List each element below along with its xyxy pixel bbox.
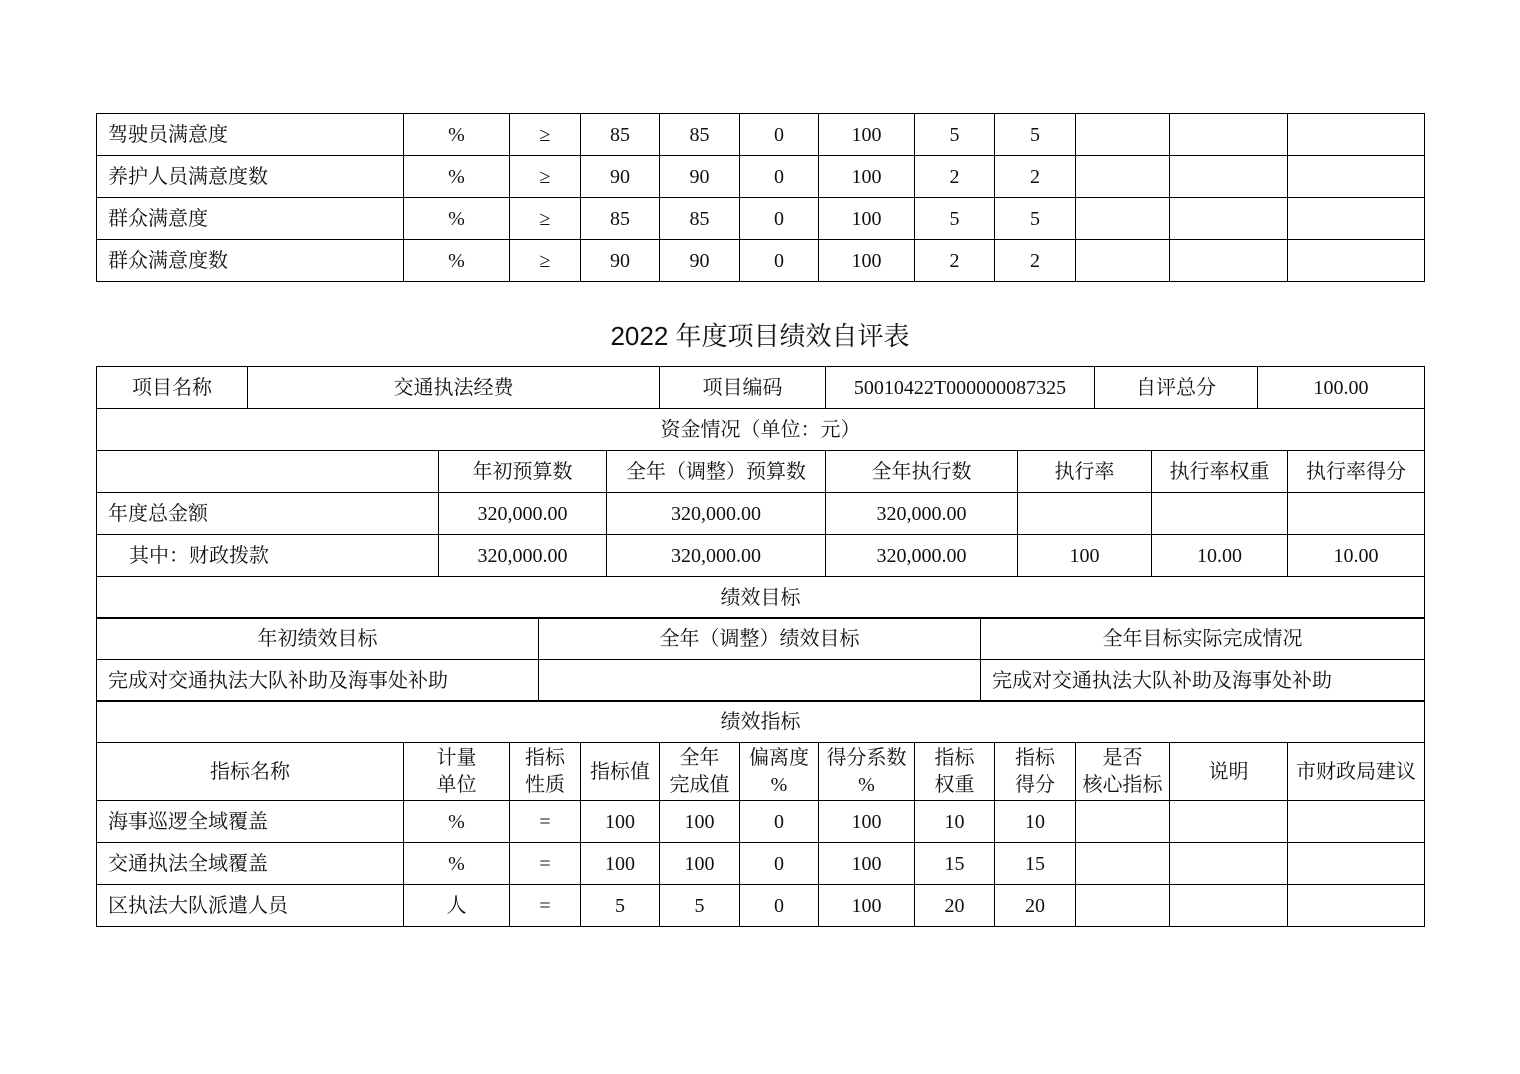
unit: % [404, 114, 510, 156]
score-coefficient: 100 [819, 843, 915, 885]
rate-weight: 10.00 [1152, 535, 1288, 577]
score-coefficient: 100 [819, 801, 915, 843]
goal-header-actual: 全年目标实际完成情况 [981, 618, 1425, 660]
target-value: 100 [581, 843, 660, 885]
target-value: 85 [581, 198, 660, 240]
project-code-label: 项目编码 [660, 367, 826, 409]
project-name-label: 项目名称 [97, 367, 248, 409]
nature: ≥ [510, 240, 581, 282]
indicators-header-row [97, 743, 1425, 801]
funds-header-rate-score: 执行率得分 [1288, 451, 1425, 493]
unit: % [404, 240, 510, 282]
suggestion [1288, 885, 1425, 927]
funds-row-label: 其中：财政拨款 [97, 535, 439, 577]
exec-rate: 100 [1018, 535, 1152, 577]
score-coefficient: 100 [819, 198, 915, 240]
header-core-flag: 是否 核心指标 [1076, 743, 1170, 801]
funds-header-rate-weight: 执行率权重 [1152, 451, 1288, 493]
weight: 15 [915, 843, 995, 885]
score-coefficient: 100 [819, 156, 915, 198]
indicator-name: 群众满意度 [97, 198, 404, 240]
target-value: 5 [581, 885, 660, 927]
unit: % [404, 198, 510, 240]
weight: 5 [915, 198, 995, 240]
actual-value: 5 [660, 885, 740, 927]
adjusted-budget: 320,000.00 [607, 535, 826, 577]
funds-header-initial-budget: 年初预算数 [439, 451, 607, 493]
note [1170, 801, 1288, 843]
table-row [97, 801, 1425, 843]
deviation: 0 [740, 843, 819, 885]
indicator-name: 群众满意度数 [97, 240, 404, 282]
funds-header-adjusted-budget: 全年（调整）预算数 [607, 451, 826, 493]
header-nature: 指标 性质 [510, 743, 581, 801]
indicator-name: 区执法大队派遣人员 [97, 885, 404, 927]
indicator-continuation-table [96, 113, 1425, 282]
self-score: 100.00 [1258, 367, 1425, 409]
weight: 2 [915, 240, 995, 282]
goal-header-initial: 年初绩效目标 [97, 618, 539, 660]
table-row [97, 843, 1425, 885]
score: 15 [995, 843, 1076, 885]
deviation: 0 [740, 198, 819, 240]
goal-header-adjusted: 全年（调整）绩效目标 [539, 618, 981, 660]
nature: ≥ [510, 114, 581, 156]
core-flag [1076, 114, 1170, 156]
funds-section-title: 资金情况（单位：元） [97, 409, 1425, 451]
goal-actual: 完成对交通执法大队补助及海事处补助 [981, 660, 1425, 702]
header-target-value: 指标值 [581, 743, 660, 801]
note [1170, 843, 1288, 885]
deviation: 0 [740, 114, 819, 156]
funds-row-total [97, 493, 1425, 535]
nature: = [510, 843, 581, 885]
deviation: 0 [740, 240, 819, 282]
funds-row-label: 年度总金额 [97, 493, 439, 535]
score-coefficient: 100 [819, 240, 915, 282]
deviation: 0 [740, 156, 819, 198]
table-row [97, 240, 1425, 282]
actual-value: 85 [660, 198, 740, 240]
note [1170, 156, 1288, 198]
target-value: 90 [581, 156, 660, 198]
project-info-row [97, 367, 1425, 409]
unit: % [404, 156, 510, 198]
funds-header-row [97, 451, 1425, 493]
project-funds-table [96, 366, 1425, 619]
actual-value: 100 [660, 801, 740, 843]
header-note: 说明 [1170, 743, 1288, 801]
self-score-label: 自评总分 [1095, 367, 1258, 409]
nature: = [510, 885, 581, 927]
funds-header-exec-rate: 执行率 [1018, 451, 1152, 493]
table-row [97, 114, 1425, 156]
unit: 人 [404, 885, 510, 927]
suggestion [1288, 114, 1425, 156]
header-score-coefficient: 得分系数 % [819, 743, 915, 801]
indicators-section-title: 绩效指标 [97, 701, 1425, 743]
goal-initial: 完成对交通执法大队补助及海事处补助 [97, 660, 539, 702]
indicator-name: 驾驶员满意度 [97, 114, 404, 156]
suggestion [1288, 156, 1425, 198]
initial-budget: 320,000.00 [439, 493, 607, 535]
score: 5 [995, 114, 1076, 156]
weight: 2 [915, 156, 995, 198]
goals-header-row [97, 618, 1425, 660]
indicator-name: 海事巡逻全域覆盖 [97, 801, 404, 843]
score: 2 [995, 156, 1076, 198]
rate-weight [1152, 493, 1288, 535]
unit: % [404, 801, 510, 843]
goals-value-row [97, 660, 1425, 702]
note [1170, 114, 1288, 156]
core-flag [1076, 156, 1170, 198]
initial-budget: 320,000.00 [439, 535, 607, 577]
core-flag [1076, 885, 1170, 927]
indicator-name: 交通执法全域覆盖 [97, 843, 404, 885]
nature: ≥ [510, 156, 581, 198]
actual-value: 90 [660, 156, 740, 198]
suggestion [1288, 843, 1425, 885]
weight: 20 [915, 885, 995, 927]
score: 10 [995, 801, 1076, 843]
core-flag [1076, 240, 1170, 282]
header-indicator-name: 指标名称 [97, 743, 404, 801]
suggestion [1288, 801, 1425, 843]
indicator-name: 养护人员满意度数 [97, 156, 404, 198]
goals-section-title: 绩效目标 [97, 577, 1425, 619]
funds-section-row [97, 409, 1425, 451]
exec-rate [1018, 493, 1152, 535]
project-name: 交通执法经费 [248, 367, 660, 409]
score: 2 [995, 240, 1076, 282]
performance-indicators-table [96, 700, 1425, 927]
score-coefficient: 100 [819, 885, 915, 927]
note [1170, 198, 1288, 240]
funds-row-fiscal [97, 535, 1425, 577]
deviation: 0 [740, 801, 819, 843]
nature: = [510, 801, 581, 843]
unit: % [404, 843, 510, 885]
rate-score [1288, 493, 1425, 535]
target-value: 100 [581, 801, 660, 843]
deviation: 0 [740, 885, 819, 927]
indicators-section-row [97, 701, 1425, 743]
suggestion [1288, 198, 1425, 240]
core-flag [1076, 843, 1170, 885]
funds-header-blank [97, 451, 439, 493]
score-coefficient: 100 [819, 114, 915, 156]
table-row [97, 198, 1425, 240]
goal-adjusted [539, 660, 981, 702]
header-unit: 计量 单位 [404, 743, 510, 801]
score: 5 [995, 198, 1076, 240]
table-row [97, 156, 1425, 198]
actual-value: 85 [660, 114, 740, 156]
rate-score: 10.00 [1288, 535, 1425, 577]
header-deviation: 偏离度 % [740, 743, 819, 801]
performance-goals-table [96, 617, 1425, 702]
weight: 10 [915, 801, 995, 843]
funds-header-executed: 全年执行数 [826, 451, 1018, 493]
score: 20 [995, 885, 1076, 927]
continuation-rows [97, 114, 1425, 282]
header-weight: 指标 权重 [915, 743, 995, 801]
core-flag [1076, 198, 1170, 240]
table-row [97, 885, 1425, 927]
goals-section-row [97, 577, 1425, 619]
header-actual-value: 全年 完成值 [660, 743, 740, 801]
target-value: 85 [581, 114, 660, 156]
header-suggestion: 市财政局建议 [1288, 743, 1425, 801]
page-title: 2022 年度项目绩效自评表 [610, 321, 910, 351]
project-code: 50010422T000000087325 [826, 367, 1095, 409]
actual-value: 90 [660, 240, 740, 282]
header-score: 指标 得分 [995, 743, 1076, 801]
actual-value: 100 [660, 843, 740, 885]
note [1170, 240, 1288, 282]
executed-amount: 320,000.00 [826, 535, 1018, 577]
adjusted-budget: 320,000.00 [607, 493, 826, 535]
executed-amount: 320,000.00 [826, 493, 1018, 535]
nature: ≥ [510, 198, 581, 240]
note [1170, 885, 1288, 927]
suggestion [1288, 240, 1425, 282]
weight: 5 [915, 114, 995, 156]
target-value: 90 [581, 240, 660, 282]
core-flag [1076, 801, 1170, 843]
